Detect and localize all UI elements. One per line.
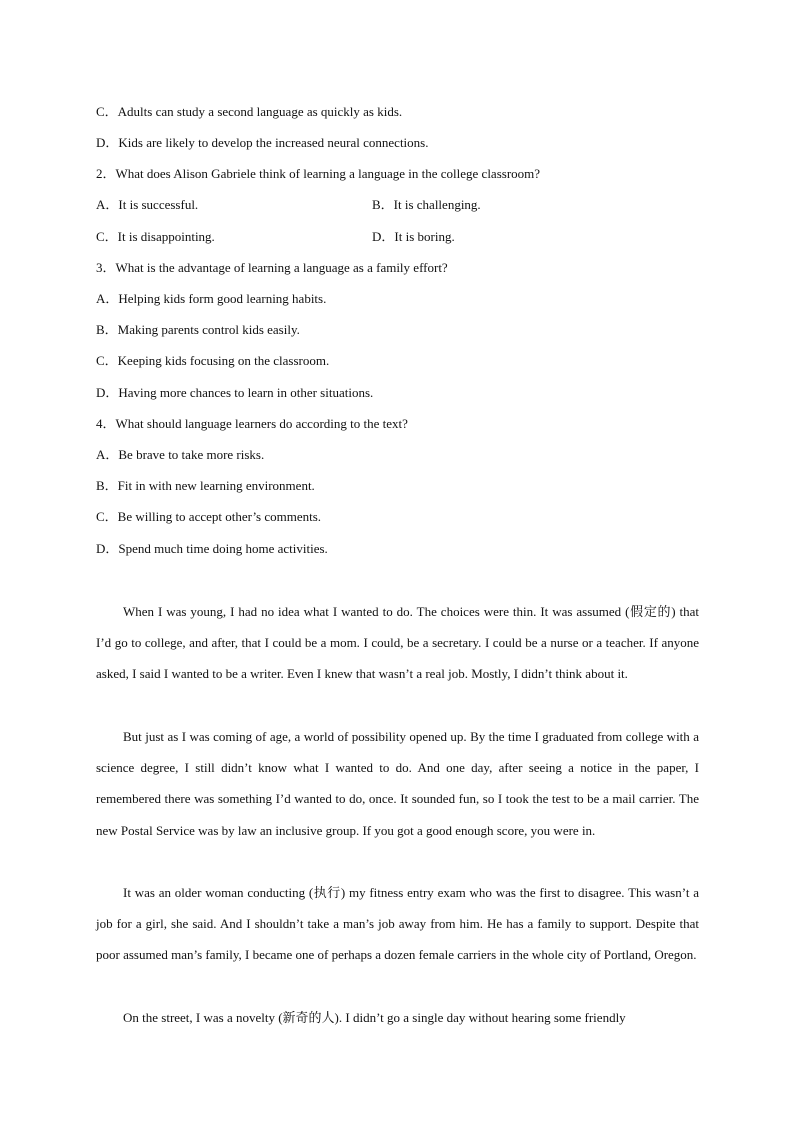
q4-stem: 4．What should language learners do according to the text?: [96, 416, 408, 431]
q4-option-c: C．Be willing to accept other’s comments.: [96, 509, 322, 524]
q1-option-c: C．Adults can study a second language as quickly as kids.: [96, 104, 403, 119]
q3-option-b: B．Making parents control kids easily.: [96, 322, 300, 337]
q4-option-d: D．Spend much time doing home activities.: [96, 541, 328, 556]
q3-option-c: C．Keeping kids focusing on the classroom.: [96, 353, 330, 368]
q1-option-d: D．Kids are likely to develop the increased neural connections.: [96, 135, 429, 150]
q4-option-b: B．Fit in with new learning environment.: [96, 478, 315, 493]
q3-option-d: D．Having more chances to learn in other situations.: [96, 385, 374, 400]
passage-paragraph-2: But just as I was coming of age, a world of possibility opened up. By the time I graduated from college with a science degree, I still didn’t know what I wanted to do. And one day, after seeing a notice in the paper, I remembered there was something I’d wanted to do, once. It sounded fun, so I took the test to be a mail carrier. The new Postal Service was by law an inclusive group. If you got a good enough score, you were in.: [96, 729, 699, 838]
q2-option-b: B．It is challenging.: [372, 197, 481, 212]
passage-paragraph-4: On the street, I was a novelty (新奇的人). I didn’t go a single day without hearing some friendly: [123, 1010, 626, 1025]
passage-paragraph-3: It was an older woman conducting (执行) my fitness entry exam who was the first to disagree. This wasn’t a job for a girl, she said. And I shouldn’t take a man’s job away from him. He has a family to support. Despite that poor assumed man’s family, I became one of perhaps a dozen female carriers in the whole city of Portland, Oregon.: [96, 885, 699, 963]
q2-option-a: A．It is successful.: [96, 197, 199, 212]
q2-stem: 2．What does Alison Gabriele think of learning a language in the college classroom?: [96, 166, 541, 181]
q4-option-a: A．Be brave to take more risks.: [96, 447, 265, 462]
q3-option-a: A．Helping kids form good learning habits.: [96, 291, 327, 306]
q3-stem: 3．What is the advantage of learning a language as a family effort?: [96, 260, 448, 275]
passage-paragraph-1: When I was young, I had no idea what I wanted to do. The choices were thin. It was assumed (假定的) that I’d go to college, and after, that I could be a mom. I could, be a secretary. I could be a nurse or a teacher. If anyone asked, I said I wanted to be a writer. Even I knew that wasn’t a real job. Mostly, I didn’t think about it.: [96, 604, 699, 682]
q2-option-d: D．It is boring.: [372, 229, 455, 244]
q2-option-c: C．It is disappointing.: [96, 229, 215, 244]
